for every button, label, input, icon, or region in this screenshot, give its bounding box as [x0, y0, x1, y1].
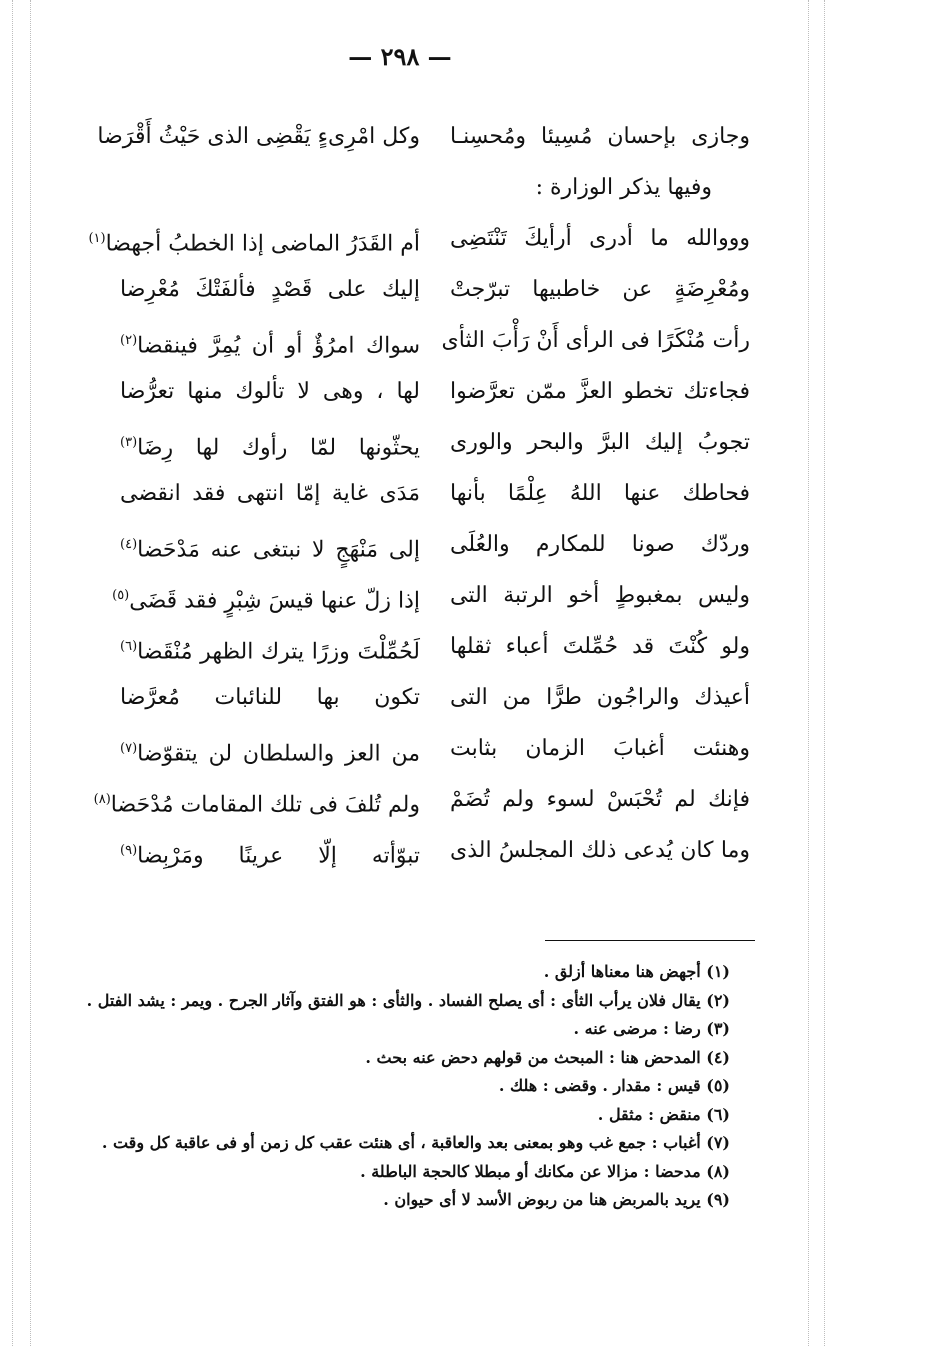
verse-second-hemistich — [120, 375, 420, 409]
verse-first-hemistich: فجاءتك تخطو العزَّ ممّن تعرَّضوا — [450, 379, 750, 404]
footnote: (٧) أغباب : جمع غب وهو بمعنى بعد والعاقبة ، أى هنئت عقب كل زمن أو فى عاقبة كل وقت . — [101, 1133, 730, 1152]
verse-second-hemistich — [88, 222, 420, 261]
verse-second-hemistich — [120, 426, 420, 465]
footnote-separator — [545, 940, 755, 941]
hemistich-text: سواك امرُؤٌ أو أن يُمِرَّ فينقضا — [137, 333, 420, 359]
hemistich-text: لَحُمِّلْتَ وزرًا يترك الظهر مُنْقَضا — [137, 639, 420, 665]
verse-second-hemistich — [120, 528, 420, 567]
hemistich-text: وكل امْرِىءٍ يَقْضِى الذى حَيْثُ أَقْرَضا — [97, 124, 420, 149]
hemistich-text: لها ، وهى لا تألوك منها تعرُّضا — [120, 379, 420, 404]
verse-second-hemistich — [120, 630, 420, 669]
hemistich-text: إذا زلّ عنها قيسَ شِبْرٍ فقد قَضَى — [129, 588, 420, 614]
hemistich-text: ولم تُلفَ فى تلك المقامات مُدْحَضا — [110, 792, 420, 818]
verse-second-hemistich — [120, 732, 420, 771]
verse-second-hemistich — [120, 477, 420, 511]
verse — [100, 367, 750, 418]
verse-second-hemistich — [120, 681, 420, 715]
hemistich-text: تبوّأته إلّا عرينًا ومَرْبِضا — [137, 843, 420, 869]
verse-first-hemistich: فحاطك عنها اللهُ عِلْمًا بأنها — [450, 481, 750, 506]
verse — [100, 622, 750, 673]
footnote: (٥) قيس : مقدار . وقضى : هلك . — [498, 1076, 730, 1095]
verse-first-hemistich: وليس بمغبوطٍ أخو الرتبة التى — [450, 583, 750, 608]
verse — [100, 316, 750, 367]
verse — [93, 775, 750, 826]
left-margin-dotted-line — [30, 0, 31, 1346]
hemistich-text: إلى مَنْهَجٍ لا نبتغى عنه مَدْحَضا — [137, 537, 420, 563]
footnote-marker: (٣) — [120, 435, 138, 450]
verse-first-hemistich: وهنئت أغبابَ الزمان بثابت — [450, 736, 750, 761]
verse — [100, 724, 750, 775]
verse-second-hemistich — [97, 120, 420, 154]
footnote-marker: (٥) — [112, 588, 130, 603]
footnote-marker: (٤) — [120, 537, 138, 552]
hemistich-text: يحثّونها لمّا رأوك لها رِضَا — [137, 435, 420, 461]
prose-intro: وفيها يذكر الوزارة : — [535, 175, 712, 200]
footnote-marker: (٨) — [93, 792, 111, 807]
footnote: (١) أجهض هنا معناها أزلق . — [543, 962, 730, 981]
verse-first-hemistich: ولو كُنْتَ قد حُمِّلتَ أعباء ثقلها — [450, 634, 750, 659]
hemistich-text: إليك على قَصْدٍ فألفَتْكَ مُعْرِضا — [120, 277, 420, 302]
verse-first-hemistich: وووالله ما أدرى أرأيكَ تَنْتَضِى — [450, 226, 750, 251]
verse-second-hemistich — [93, 783, 420, 822]
poem-body — [88, 112, 750, 877]
verse — [100, 469, 750, 520]
footnote: (٢) يقال فلان يرأب الثأى : أى يصلح الفساد . والثأى : هو الفتق وآثار الجرح . ويمر : يشد الفتل . — [86, 990, 730, 1010]
footnote-marker: (٦) — [120, 639, 138, 654]
verse — [100, 673, 750, 724]
footnote: (٦) منقض : مثقل . — [597, 1104, 730, 1124]
verse — [100, 265, 750, 316]
footnote: (٣) رضا : مرضى عنه . — [573, 1019, 730, 1038]
verse — [100, 826, 750, 877]
footnote: (٨) مدحضا : مزالا عن مكانك أو مبطلا كالحجة الباطلة . — [360, 1161, 730, 1181]
page-number: — ٢٩٨ — — [348, 42, 452, 71]
hemistich-text: أم القَدَرُ الماضى إذا الخطبُ أجهضا — [105, 231, 420, 257]
verse-first-hemistich: وما كان يُدعى ذلك المجلسُ الذى — [450, 838, 750, 863]
verse-first-hemistich: تجوبُ إليك البرَّ والبحر والورى — [450, 430, 750, 455]
verse — [88, 214, 750, 265]
verse-first-hemistich: أعيذك والراجُون طرًّا من التى — [450, 685, 750, 710]
footnote: (٤) المدحض هنا : المبحث من قولهم دحض عنه بحث . — [365, 1047, 730, 1067]
footnotes — [55, 958, 730, 1215]
verse-second-hemistich — [112, 579, 420, 618]
right-margin-dotted-line — [808, 0, 809, 1346]
verse — [100, 571, 750, 622]
left-margin-dotted-line — [12, 0, 13, 1346]
footnote-marker: (١) — [88, 231, 106, 246]
footnote: (٩) يريد بالمربض هنا من ربوض الأسد لا أى حيوان . — [383, 1190, 730, 1209]
right-margin-dotted-line — [824, 0, 825, 1346]
footnote-marker: (٧) — [120, 741, 138, 756]
verse-second-hemistich — [120, 324, 420, 363]
footnote-marker: (٩) — [120, 843, 138, 858]
verse-first-hemistich: ومُعْرِضَةٍ عن خاطبيها تبرّجتْ — [450, 277, 750, 302]
footnote-marker: (٢) — [120, 333, 138, 348]
verse-second-hemistich — [120, 834, 420, 873]
verse-second-hemistich — [120, 273, 420, 307]
verse — [97, 112, 750, 163]
verse — [100, 418, 750, 469]
verse-first-hemistich: وجازى بإحسان مُسِيئا ومُحسِنـا — [450, 124, 750, 149]
hemistich-text: تكون بها للنائبات مُعرَّضا — [120, 685, 420, 710]
verse — [100, 520, 750, 571]
hemistich-text: من العز والسلطان لن يتقوّضا — [137, 741, 420, 767]
verse-first-hemistich: وردّك صونا للمكارم والعُلَى — [450, 532, 750, 557]
verse-first-hemistich: رأت مُنْكَرًا فى الرأى أَنْ رَأْبَ الثأى — [441, 328, 750, 353]
hemistich-text: مَدَى غاية إمّا انتهى فقد انقضى — [120, 481, 420, 506]
verse-first-hemistich: فإنك لم تُحْبَسْ لسوء ولم تُضَمْ — [450, 787, 750, 812]
